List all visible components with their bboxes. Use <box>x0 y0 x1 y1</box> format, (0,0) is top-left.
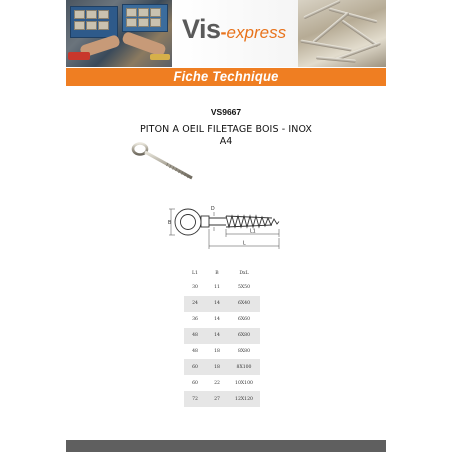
header <box>66 0 386 67</box>
header-photo-workshop <box>66 0 172 67</box>
table-row <box>184 296 260 312</box>
col-header-b: B <box>215 270 219 276</box>
cell-l1: 30 <box>184 280 206 296</box>
cell-b: 11 <box>206 280 228 296</box>
table-row <box>184 375 260 391</box>
logo-area <box>172 0 298 67</box>
cell-dxl: 8X80 <box>228 344 260 360</box>
cell-dxl: 8X100 <box>228 359 260 375</box>
cell-l1: 36 <box>184 312 206 328</box>
product-title: PITON A OEIL FILETAGE BOIS - INOX <box>139 124 313 135</box>
eye-bolt-photo <box>130 140 202 186</box>
cell-b: 18 <box>206 359 228 375</box>
dim-l-label: L <box>243 240 246 247</box>
product-reference: VS9667 <box>210 107 242 117</box>
cell-b: 14 <box>206 328 228 344</box>
dimensions-table <box>184 266 260 407</box>
brand-logo <box>182 14 286 45</box>
cell-dxl: 10X100 <box>228 375 260 391</box>
footer-bar <box>66 440 386 452</box>
cell-dxl: 6X60 <box>228 312 260 328</box>
cell-dxl: 12X120 <box>228 391 260 407</box>
table-row <box>184 359 260 375</box>
table-row <box>184 328 260 344</box>
cell-b: 14 <box>206 296 228 312</box>
cell-b: 18 <box>206 344 228 360</box>
cell-l1: 48 <box>184 328 206 344</box>
logo-main: Vis <box>182 14 221 44</box>
cell-l1: 60 <box>184 375 206 391</box>
col-header-l1: L1 <box>192 270 198 276</box>
technical-drawing <box>166 190 341 260</box>
cell-l1: 24 <box>184 296 206 312</box>
table-row <box>184 344 260 360</box>
cell-l1: 60 <box>184 359 206 375</box>
cell-dxl: 6X40 <box>228 296 260 312</box>
cell-dxl: 5X50 <box>228 280 260 296</box>
technical-sheet <box>66 0 386 452</box>
banner-title: Fiche Technique <box>173 68 279 85</box>
cell-l1: 48 <box>184 344 206 360</box>
product-title-material: A4 <box>219 136 233 147</box>
cell-b: 27 <box>206 391 228 407</box>
table-row <box>184 280 260 296</box>
logo-sub: express <box>226 23 287 42</box>
cell-b: 22 <box>206 375 228 391</box>
banner <box>66 67 386 86</box>
dim-l1-label: L1 <box>250 228 256 235</box>
table-row <box>184 312 260 328</box>
dim-b-label: B <box>168 220 172 226</box>
table-header-row <box>184 266 260 280</box>
col-header-dxl: DxL <box>239 270 249 276</box>
dim-d-label: D <box>211 206 215 212</box>
cell-b: 14 <box>206 312 228 328</box>
logo-dash: - <box>220 22 227 42</box>
cell-l1: 72 <box>184 391 206 407</box>
header-photo-screws <box>298 0 386 67</box>
table-row <box>184 391 260 407</box>
cell-dxl: 6X80 <box>228 328 260 344</box>
